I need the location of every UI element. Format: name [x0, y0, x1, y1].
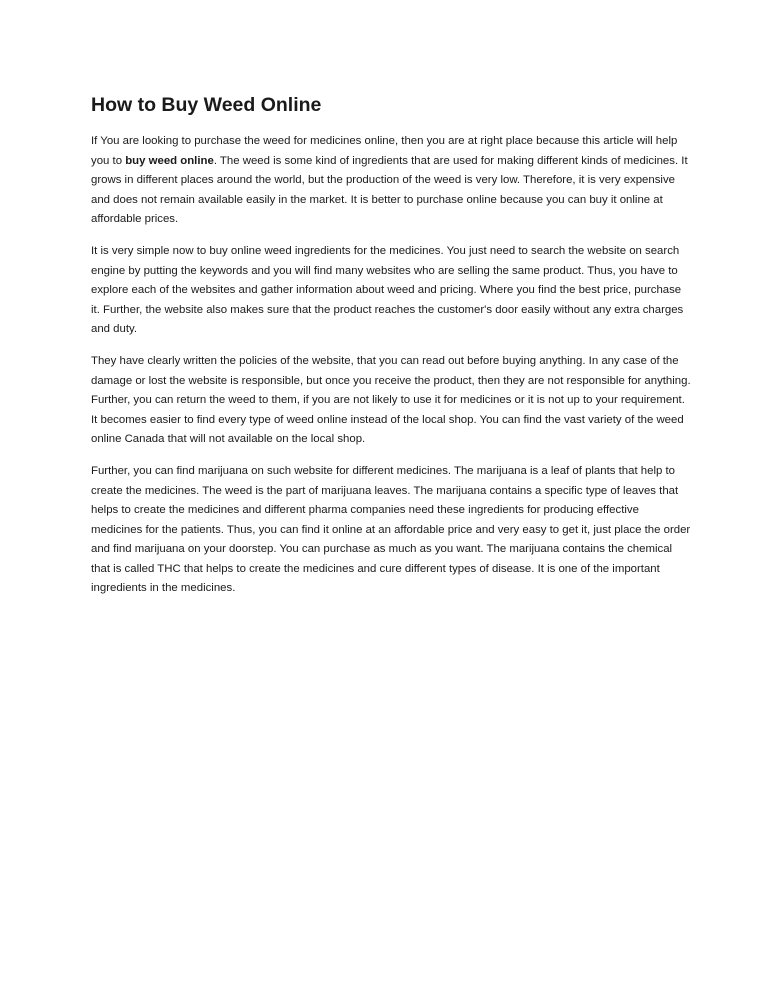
- document-title: How to Buy Weed Online: [91, 94, 322, 116]
- document-body: [91, 92, 691, 611]
- paragraph-1: [91, 132, 691, 230]
- paragraph-1-text-start: If You are looking to purchase the weed for medicines online, then you are at right place because this article will help you to: [91, 135, 678, 167]
- paragraph-2: It is very simple now to buy online weed ingredients for the medicines. You just need to search the website on search engine by putting the keywords and you will find many websites who are selling the same product. Thus, you have to explore each of the websites and gather information about weed and pricing. Where you find the best price, purchase it. Further, the website also makes sure that the product reaches the customer's door easily without any extra charges and duty.: [91, 244, 684, 336]
- paragraph-3: They have clearly written the policies of the website, that you can read out before buying anything. In any case of the damage or lost the website is responsible, but once you receive the product, then they are not responsible for anything. Further, you can return the weed to them, if you are not likely to use it for medicines or it is not up to your requirement. It becomes easier to find every type of weed online instead of the local shop. You can find the vast variety of the weed online Canada that will not available on the local shop.: [91, 354, 691, 446]
- keyword-link: buy weed online: [125, 154, 214, 167]
- paragraph-4: Further, you can find marijuana on such website for different medicines. The marijuana is a leaf of plants that help to create the medicines. The weed is the part of marijuana leaves. The marijuana contains a specific type of leaves that helps to create the medicines and different pharma companies need these ingredients for producing effective medicines for the patients. Thus, you can find it online at an affordable price and very easy to get it, just place the order and find marijuana on your doorstep. You can purchase as much as you want. The marijuana contains the chemical that is called THC that helps to create the medicines and cure different types of disease. It is one of the important ingredients in the medicines.: [91, 464, 691, 595]
- paragraph-1-text-end: . The weed is some kind of ingredients that are used for making different kinds of medicines. It grows in different places around the world, but the production of the weed is very low. Therefore, it is very expensive and does not remain available easily in the market. It is better to purchase online because you can buy it online at affordable prices.: [91, 154, 688, 226]
